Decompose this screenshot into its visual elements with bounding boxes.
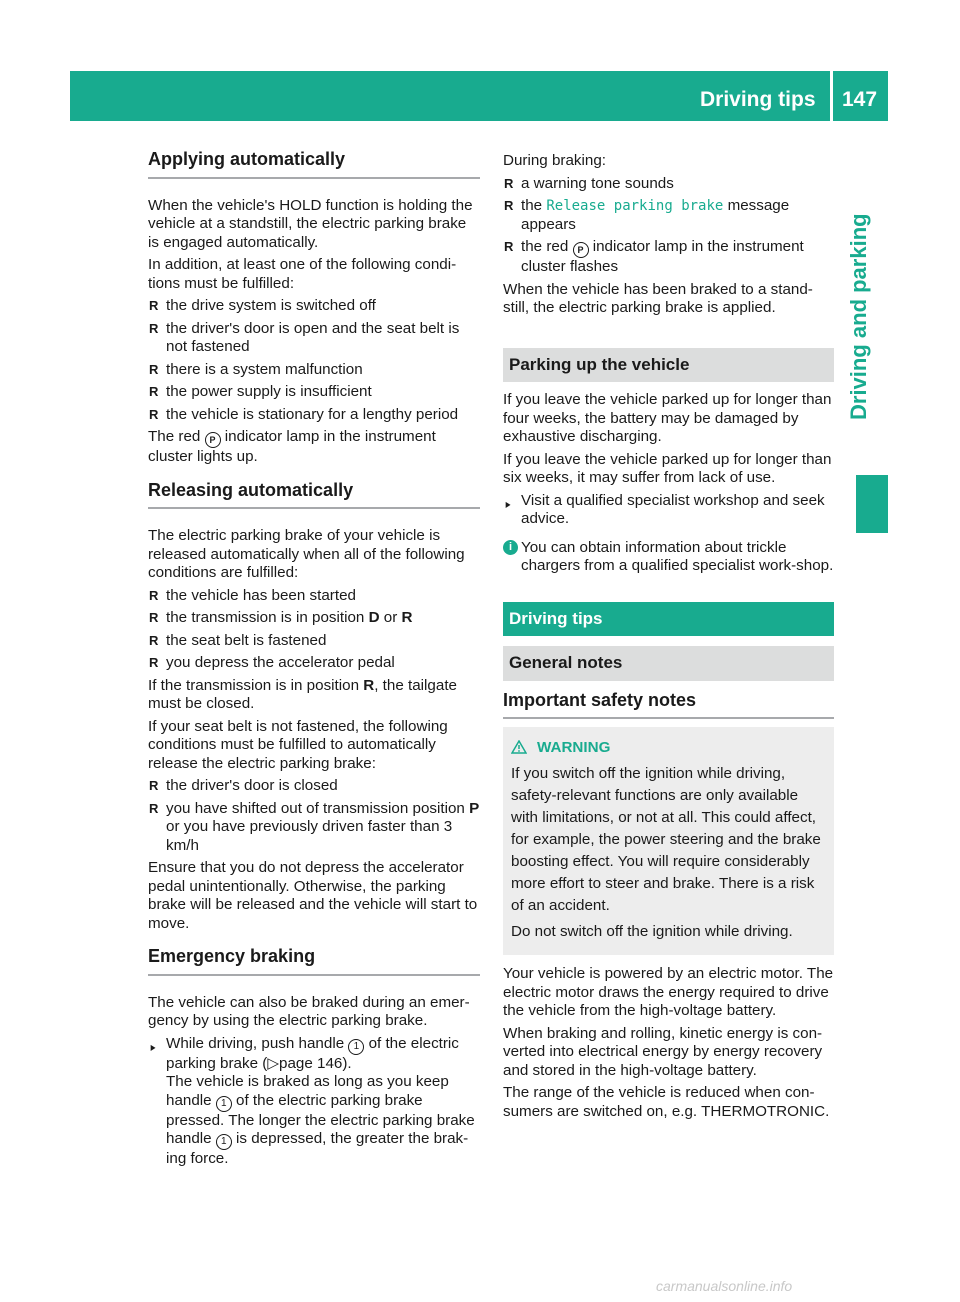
handle-callout-icon: 1 — [216, 1096, 232, 1112]
paragraph: When braking and rolling, kinetic energy is con-verted into electrical energy by energy recovery and stored in the high-voltage battery. — [503, 1024, 823, 1079]
section-heading-emergency: Emergency braking — [148, 947, 480, 976]
paragraph: When the vehicle has been braked to a stand-still, the electric parking brake is applied. — [503, 280, 813, 316]
warning-header: WARNING — [511, 737, 826, 759]
list-item: R the red P indicator lamp in the instrument cluster flashes — [503, 238, 834, 277]
paragraph: The range of the vehicle is reduced when con-sumers are switched on, e.g. THERMOTRONIC. — [503, 1084, 830, 1120]
page-ref-arrow-icon: ▷ — [267, 1054, 279, 1072]
list-item: R the transmission is in position D or R — [148, 609, 480, 628]
paragraph: During braking: — [503, 152, 606, 169]
list-item: R a warning tone sounds — [503, 175, 834, 194]
list-item: R the vehicle is stationary for a lengthy period — [148, 406, 480, 425]
handle-callout-icon: 1 — [216, 1134, 232, 1150]
list-item: R the vehicle has been started — [148, 587, 480, 606]
list-item: R the Release parking brake message appears — [503, 197, 834, 234]
handle-callout-icon: 1 — [348, 1039, 364, 1055]
paragraph: In addition, at least one of the following condi-tions must be fulfilled: — [148, 256, 457, 292]
list-item: R there is a system malfunction — [148, 361, 480, 380]
paragraph: If the transmission is in position R, the tailgate must be closed. — [148, 676, 457, 712]
parking-brake-lamp-icon: P — [573, 242, 589, 258]
list-item: R the power supply is insufficient — [148, 383, 480, 402]
section-band-driving-tips: Driving tips — [503, 602, 834, 637]
bullet-list — [503, 175, 834, 277]
display-message: Release parking brake — [546, 198, 724, 214]
warning-text: If you switch off the ignition while driving, safety-relevant functions are only available with limitations, or not at all. This could affect, for example, the power steering and the brake boosting effect. You will require considerably more effort to steer and brake. There is a risk of an accident. — [511, 765, 821, 914]
info-icon: i — [503, 540, 518, 555]
warning-text: Do not switch off the ignition while driving. — [511, 923, 793, 940]
page-reference-link[interactable]: page 146 — [279, 1054, 343, 1072]
section-heading-safety: Important safety notes — [503, 691, 834, 720]
list-item: R the driver's door is closed — [148, 777, 480, 796]
list-item: R the seat belt is fastened — [148, 632, 480, 651]
list-item: R the driver's door is open and the seat belt is not fastened — [148, 320, 480, 357]
step-item: ▶ While driving, push handle 1 of the electric parking brake (▷page 146). The vehicle is braked as long as you keep handle 1 of the electric parking brake pressed. The longer the electric parking brake handle 1 is depressed, the greater the brak-ing force. — [148, 1035, 480, 1169]
page-number: 147 — [842, 88, 878, 111]
paragraph: The red P indicator lamp in the instrument cluster lights up. — [148, 428, 436, 465]
section-heading-applying: Applying automatically — [148, 150, 480, 179]
section-band-general-notes: General notes — [503, 646, 834, 681]
paragraph: The vehicle can also be braked during an emer-gency by using the electric parking brake. — [148, 993, 470, 1029]
paragraph: Your vehicle is powered by an electric motor. The electric motor draws the energy required to drive the vehicle from the high-voltage battery. — [503, 965, 834, 1019]
right-column — [503, 152, 834, 1125]
list-item: R you depress the accelerator pedal — [148, 654, 480, 673]
list-item: R you have shifted out of transmission position P or you have previously driven faster than 3 km/h — [148, 800, 480, 856]
step-list — [503, 492, 834, 529]
warning-triangle-icon — [511, 740, 527, 754]
paragraph: If you leave the vehicle parked up for longer than four weeks, the battery may be damaged by exhaustive discharging. — [503, 391, 832, 445]
bullet-list — [148, 777, 480, 855]
bullet-list — [148, 297, 480, 424]
paragraph: If your seat belt is not fastened, the following conditions must be fulfilled to automatically release the electric parking brake: — [148, 717, 448, 772]
paragraph: The electric parking brake of your vehicle is released automatically when all of the following conditions are fulfilled: — [148, 527, 465, 581]
side-tab-label: Driving and parking — [846, 213, 871, 420]
warning-box — [503, 727, 834, 955]
list-item: R the drive system is switched off — [148, 297, 480, 316]
watermark: carmanualsonline.info — [656, 1278, 793, 1294]
header-separator — [830, 71, 833, 121]
step-item: ▶ Visit a qualified specialist workshop and seek advice. — [503, 492, 834, 529]
header-title: Driving tips — [700, 88, 816, 111]
info-text: You can obtain information about trickle chargers from a qualified specialist work-shop. — [521, 538, 834, 574]
bullet-list — [148, 587, 480, 673]
step-list — [148, 1035, 480, 1169]
parking-brake-lamp-icon: P — [205, 432, 221, 448]
paragraph: When the vehicle's HOLD function is holding the vehicle at a standstill, the electric parking brake is engaged automatically. — [148, 196, 473, 251]
left-column — [148, 150, 480, 1173]
side-tab-block — [856, 475, 888, 533]
info-note — [503, 539, 834, 576]
paragraph: Ensure that you do not depress the accelerator pedal unintentionally. Otherwise, the parking brake will be released and the vehicle will start to move. — [148, 859, 478, 932]
section-band-parking-up: Parking up the vehicle — [503, 348, 834, 383]
section-heading-releasing: Releasing automatically — [148, 481, 480, 510]
paragraph: If you leave the vehicle parked up for longer than six weeks, it may suffer from lack of use. — [503, 450, 832, 486]
